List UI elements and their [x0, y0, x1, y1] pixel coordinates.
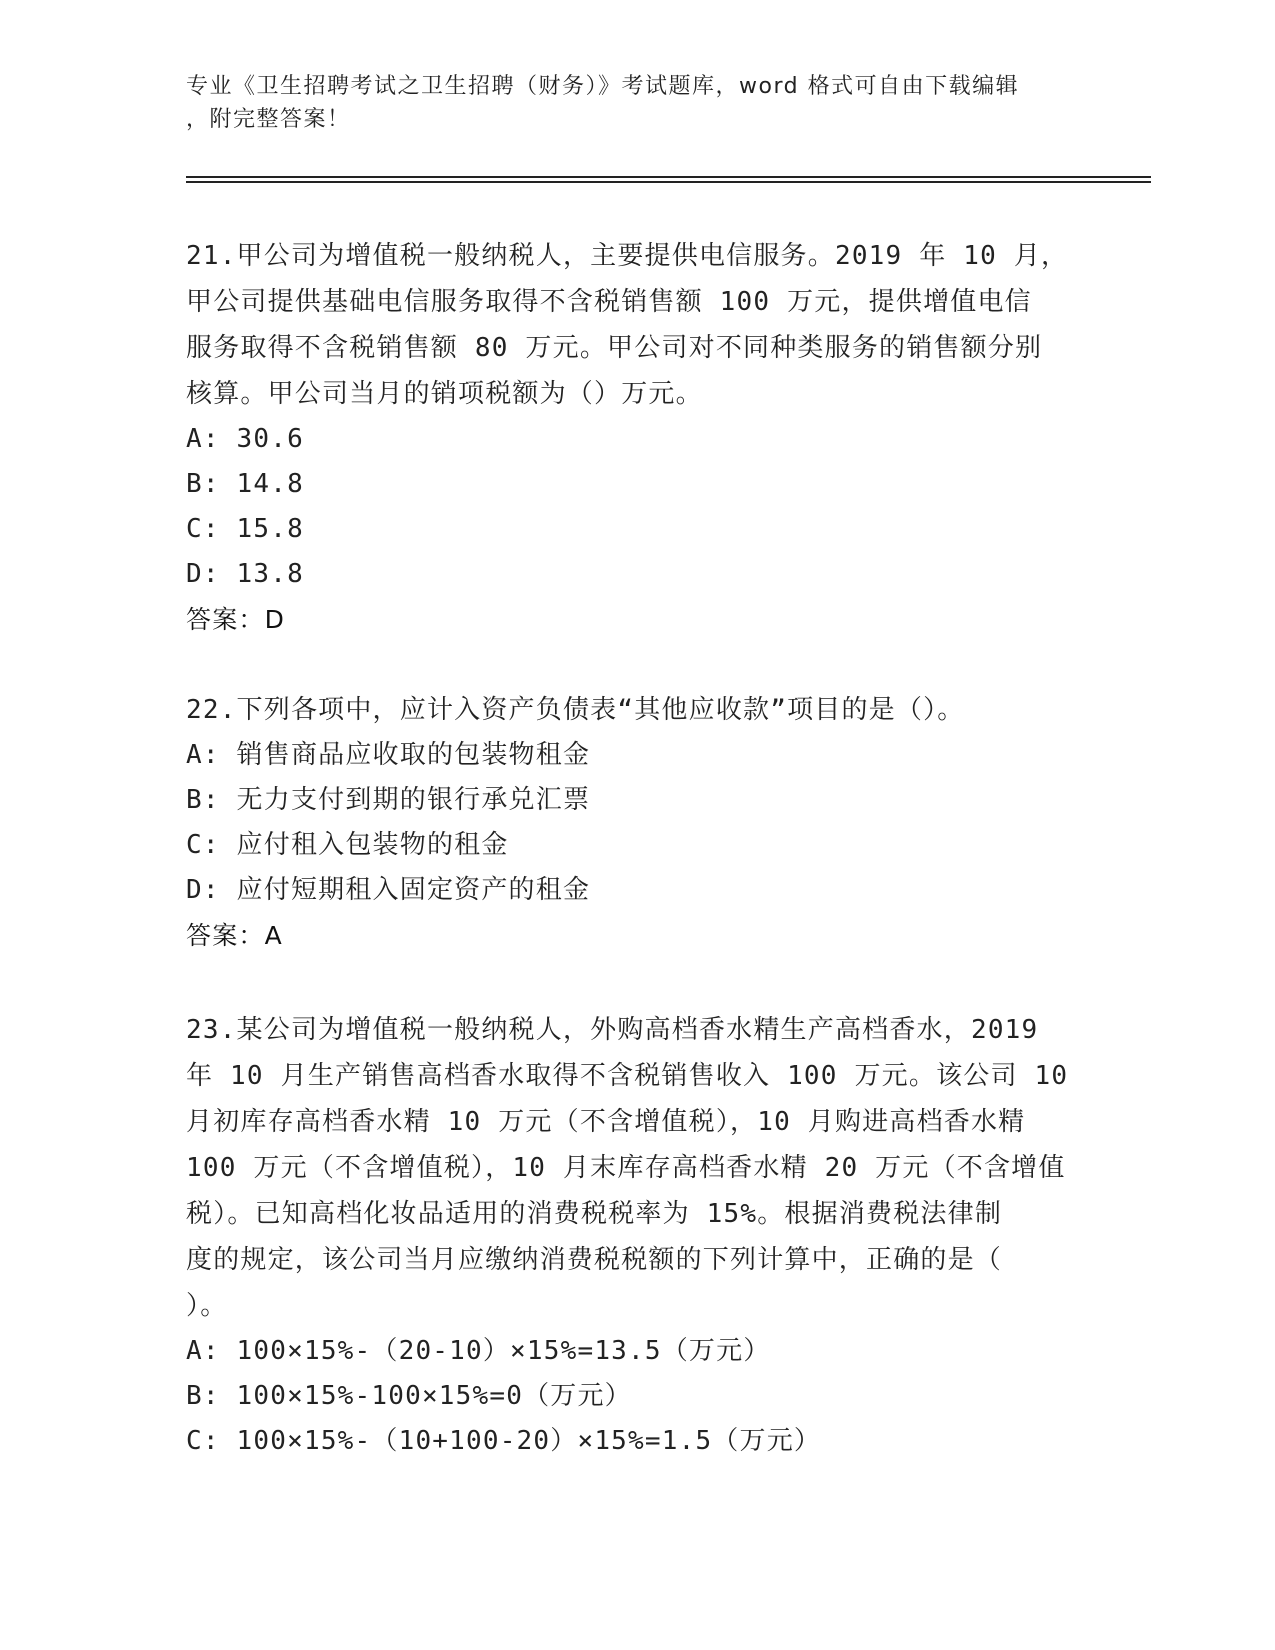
option-c: C: 应付租入包装物的租金	[186, 830, 509, 860]
option-c: C: 15.8	[186, 514, 304, 544]
option-a: A: 30.6	[186, 424, 304, 454]
option-b: B: 100×15%-100×15%=0（万元）	[186, 1381, 632, 1411]
option-a: A: 销售商品应收取的包装物租金	[186, 740, 591, 770]
question-text-line: 月初库存高档香水精 10 万元（不含增值税），10 月购进高档香水精	[186, 1107, 1026, 1137]
option-a: A: 100×15%-（20-10）×15%=13.5（万元）	[186, 1336, 771, 1366]
option-d: D: 13.8	[186, 559, 304, 589]
question-text-line: 度的规定，该公司当月应缴纳消费税税额的下列计算中，正确的是（	[186, 1245, 1003, 1275]
question-text-line: 22.下列各项中，应计入资产负债表“其他应收款”项目的是（）。	[186, 695, 965, 725]
answer: 答案：D	[186, 605, 286, 634]
question-text-line: 税）。已知高档化妆品适用的消费税税率为 15%。根据消费税法律制	[186, 1199, 1003, 1229]
question-text-line: 100 万元（不含增值税），10 月末库存高档香水精 20 万元（不含增值	[186, 1153, 1066, 1183]
question-text-line: 甲公司提供基础电信服务取得不含税销售额 100 万元，提供增值电信	[186, 287, 1032, 317]
question-text-line: 年 10 月生产销售高档香水取得不含税销售收入 100 万元。该公司 10	[186, 1061, 1069, 1091]
question-21	[186, 233, 1086, 643]
question-text-line: 服务取得不含税销售额 80 万元。甲公司对不同种类服务的销售额分别	[186, 333, 1043, 363]
header-line-1: 专业《卫生招聘考试之卫生招聘（财务）》考试题库，word 格式可自由下载编辑	[186, 74, 1020, 99]
option-b: B: 无力支付到期的银行承兑汇票	[186, 785, 591, 815]
option-c: C: 100×15%-（10+100-20）×15%=1.5（万元）	[186, 1426, 822, 1456]
question-23	[186, 1007, 1086, 1464]
header-divider-bottom	[186, 181, 1151, 183]
question-text-line: ）。	[186, 1291, 228, 1321]
question-text-line: 23.某公司为增值税一般纳税人，外购高档香水精生产高档香水，2019	[186, 1015, 1039, 1045]
question-22	[186, 687, 1086, 959]
header-line-2: ，附完整答案！	[186, 107, 351, 132]
question-text-line: 21.甲公司为增值税一般纳税人，主要提供电信服务。2019 年 10 月，	[186, 241, 1069, 271]
option-d: D: 应付短期租入固定资产的租金	[186, 875, 591, 905]
document-header	[186, 70, 1076, 136]
option-b: B: 14.8	[186, 469, 304, 499]
question-text-line: 核算。甲公司当月的销项税额为（）万元。	[186, 379, 703, 409]
header-divider-top	[186, 176, 1151, 178]
answer: 答案：A	[186, 921, 283, 950]
